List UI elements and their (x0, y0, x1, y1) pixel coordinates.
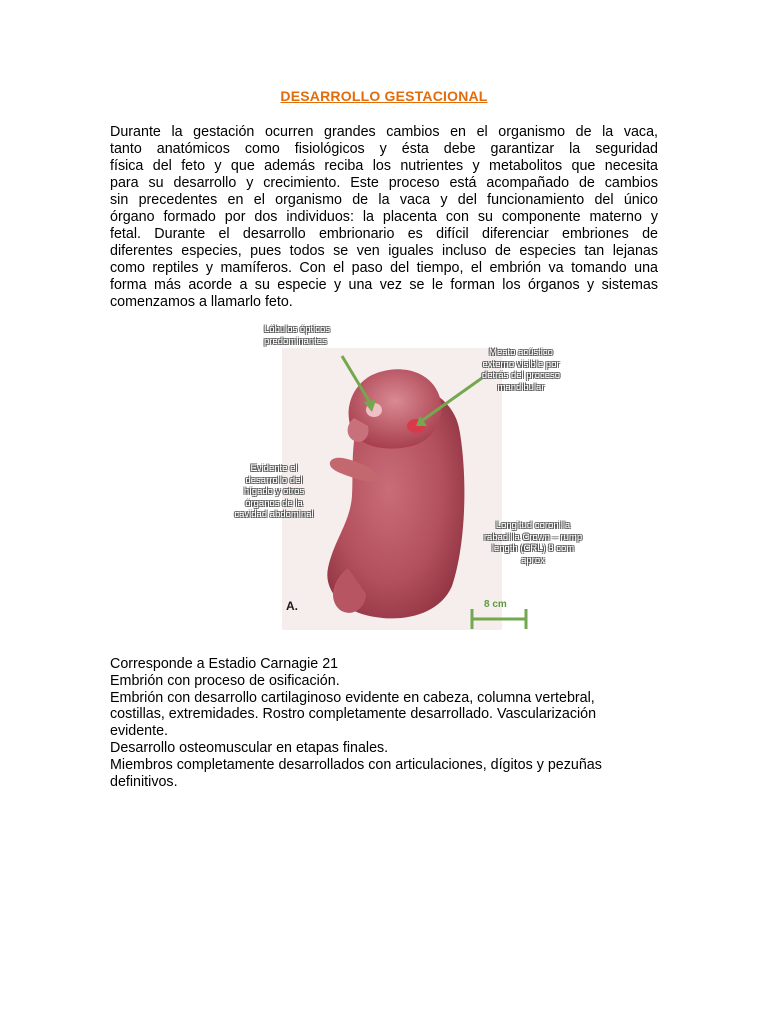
annotation-line: hígado y otros (243, 486, 305, 497)
intro-line: tanto anatómicos como fisiológicos y ésta debe garantizar la seguridad (110, 141, 658, 157)
annotation-crown-rump (478, 520, 588, 566)
annotation-line: externo visible por (482, 358, 560, 370)
annotation-optic-lobes (264, 324, 350, 347)
annotation-line: aprox (521, 554, 545, 566)
annotation-line: detrás del proceso (481, 370, 561, 381)
details-line: Embrión con desarrollo cartilaginoso evidente en cabeza, columna vertebral, (110, 689, 595, 706)
annotation-line: length (CRL) 8 com (491, 543, 575, 554)
annotation-line: Meato acústico (489, 347, 553, 358)
intro-line: órgano formado por dos individuos: la placenta con su componente materno y (110, 209, 658, 225)
annotation-liver (224, 463, 324, 521)
annotation-line: desarrollo del (245, 474, 303, 486)
annotation-line: predominantes (264, 335, 327, 347)
annotation-line: órganos de la (245, 497, 303, 509)
annotation-acoustic-meatus (470, 347, 572, 393)
intro-line: diferentes especies, pues todos se ven iguales incluso de especies tan lejanas (110, 243, 658, 259)
details-line: Corresponde a Estadio Carnagie 21 (110, 656, 339, 672)
annotation-line: mandibular (497, 381, 545, 393)
annotation-line: Evidente el (250, 463, 298, 474)
details-line: definitivos. (110, 773, 178, 790)
intro-line: sin precedentes en el organismo de la vaca y del funcionamiento del único (110, 192, 658, 208)
intro-line: fetal. Durante el desarrollo embrionario es difícil diferenciar embriones de (110, 226, 658, 242)
panel-label: A. (286, 599, 298, 613)
details-line: Miembros completamente desarrollados con articulaciones, dígitos y pezuñas (110, 756, 602, 773)
annotation-line: Lóbulos ópticos (264, 324, 331, 335)
annotation-line: cavidad abdominal (234, 509, 314, 520)
details-line: evidente. (110, 723, 169, 740)
stage-details (110, 656, 670, 790)
document-title: DESARROLLO GESTACIONAL (280, 88, 488, 104)
details-line: Embrión con proceso de osificación. (110, 672, 340, 689)
intro-line: como reptiles y mamíferos. Con el paso del tiempo, el embrión va tomando una (110, 260, 658, 276)
details-line: costillas, extremidades. Rostro completamente desarrollado. Vascularización (110, 706, 597, 723)
fetus-figure (220, 318, 600, 638)
intro-line: para su desarrollo y crecimiento. Este proceso está acompañado de cambios (110, 175, 658, 191)
intro-line: Durante la gestación ocurren grandes cambios en el organismo de la vaca, (110, 124, 658, 140)
intro-paragraph (110, 124, 658, 311)
scale-label: 8 cm (484, 599, 507, 610)
intro-line: física del feto y que además reciba los nutrientes y metabolitos que necesita (110, 158, 658, 174)
details-line: Desarrollo osteomuscular en etapas finales. (110, 739, 389, 756)
annotation-line: rabadilla Crown – rump (483, 531, 583, 543)
intro-line: comenzamos a llamarlo feto. (110, 294, 293, 310)
annotation-line: Longitud coronilla (495, 520, 571, 531)
intro-line: forma más acorde a su especie y una vez se le forman los órganos y sistemas (110, 277, 658, 293)
